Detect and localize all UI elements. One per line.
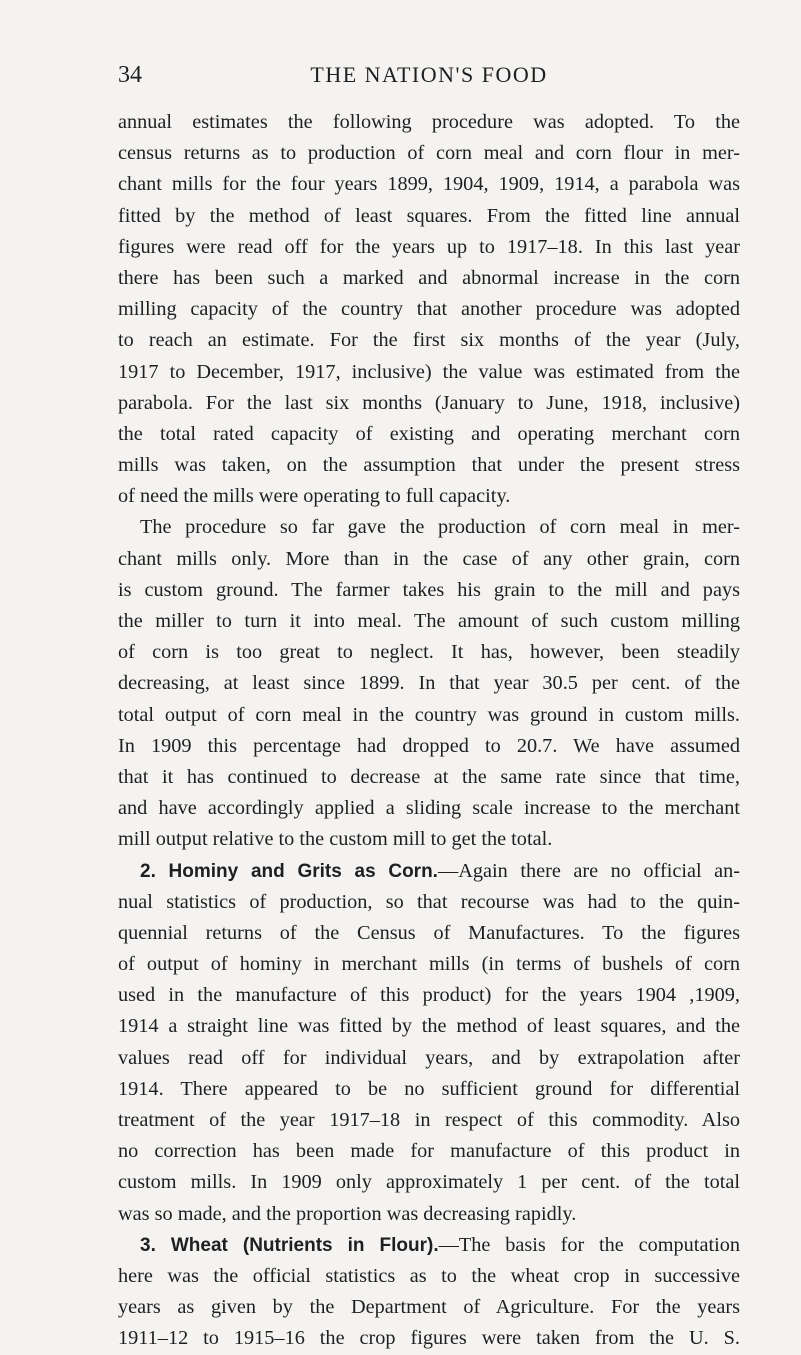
- page-header: [118, 60, 740, 90]
- text-line: annual estimates the following procedure was adopted. To the: [118, 111, 740, 133]
- text-line: there has been such a marked and abnormal increase in the corn: [118, 266, 740, 289]
- text-line: 1914 a straight line was fitted by the method of least squares, and the: [118, 1015, 740, 1038]
- paragraph-custom-milling: [118, 512, 740, 855]
- text-line: no correction has been made for manufacture of this product in: [118, 1140, 740, 1163]
- text-line: of output of hominy in merchant mills (in terms of bushels of corn: [118, 953, 740, 976]
- text-line: 1911–12 to 1915–16 the crop figures were taken from the U. S.: [118, 1327, 740, 1350]
- text-line: mill output relative to the custom mill to get the total.: [118, 828, 553, 851]
- text-line: to reach an estimate. For the first six months of the year (July,: [118, 329, 740, 352]
- text-line: [118, 1230, 740, 1261]
- page-number: 34: [118, 62, 142, 88]
- text-line: [118, 856, 740, 887]
- running-head: THE NATION'S FOOD: [310, 62, 548, 87]
- text-line: chant mills only. More than in the case of any other grain, corn: [118, 547, 740, 570]
- text-line: is custom ground. The farmer takes his grain to the mill and pays: [118, 578, 740, 601]
- text-line: years as given by the Department of Agriculture. For the years: [118, 1296, 740, 1319]
- text-line: that it has continued to decrease at the same rate since that time,: [118, 765, 740, 788]
- text-run: —The basis for the computation: [438, 1233, 740, 1256]
- text-line: total output of corn meal in the country was ground in custom mills.: [118, 703, 740, 726]
- paragraph-wheat: [118, 1230, 740, 1355]
- text-line: 1917 to December, 1917, inclusive) the value was estimated from the: [118, 360, 740, 383]
- text-run: —Again there are no official an-: [437, 859, 741, 882]
- text-line: the miller to turn it into meal. The amount of such custom milling: [118, 610, 740, 632]
- text-line: of need the mills were operating to full capacity.: [118, 485, 511, 508]
- text-line: mills was taken, on the assumption that under the present stress: [118, 454, 740, 477]
- paragraph-corn-meal-estimates: [118, 107, 740, 512]
- text-line: In 1909 this percentage had dropped to 20.7. We have assumed: [118, 734, 740, 757]
- text-line: fitted by the method of least squares. From the fitted line annual: [118, 204, 740, 227]
- text-line: custom mills. In 1909 only approximately 1 per cent. of the total: [118, 1171, 740, 1194]
- text-line: 1914. There appeared to be no sufficient ground for differential: [118, 1077, 740, 1100]
- text-line: quennial returns of the Census of Manufactures. To the figures: [118, 921, 740, 944]
- section-heading-hominy: 2. Hominy and Grits as Corn.: [140, 860, 438, 882]
- text-line: The procedure so far gave the production of corn meal in mer-: [140, 516, 740, 539]
- text-line: nual statistics of production, so that recourse was had to the quin-: [118, 890, 740, 913]
- text-line: figures were read off for the years up to 1917–18. In this last year: [118, 235, 740, 258]
- text-line: census returns as to production of corn meal and corn flour in mer-: [118, 142, 740, 165]
- text-line: parabola. For the last six months (January to June, 1918, inclusive): [118, 391, 740, 414]
- text-line: values read off for individual years, and by extrapolation after: [118, 1046, 740, 1069]
- text-line: here was the official statistics as to the wheat crop in successive: [118, 1264, 740, 1287]
- text-line: chant mills for the four years 1899, 1904, 1909, 1914, a parabola was: [118, 173, 740, 196]
- body-text: [118, 107, 740, 1355]
- text-line: was so made, and the proportion was decreasing rapidly.: [118, 1202, 577, 1225]
- text-line: of corn is too great to neglect. It has, however, been steadily: [118, 641, 740, 664]
- text-line: used in the manufacture of this product) for the years 1904 ,1909,: [118, 984, 740, 1007]
- text-line: treatment of the year 1917–18 in respect of this commodity. Also: [118, 1109, 740, 1131]
- text-line: and have accordingly applied a sliding scale increase to the merchant: [118, 797, 740, 820]
- paragraph-hominy-grits: [118, 856, 740, 1230]
- section-heading-wheat: 3. Wheat (Nutrients in Flour).: [140, 1234, 439, 1256]
- text-line: the total rated capacity of existing and operating merchant corn: [118, 422, 740, 445]
- text-line: decreasing, at least since 1899. In that year 30.5 per cent. of the: [118, 672, 740, 695]
- text-line: milling capacity of the country that another procedure was adopted: [118, 298, 740, 321]
